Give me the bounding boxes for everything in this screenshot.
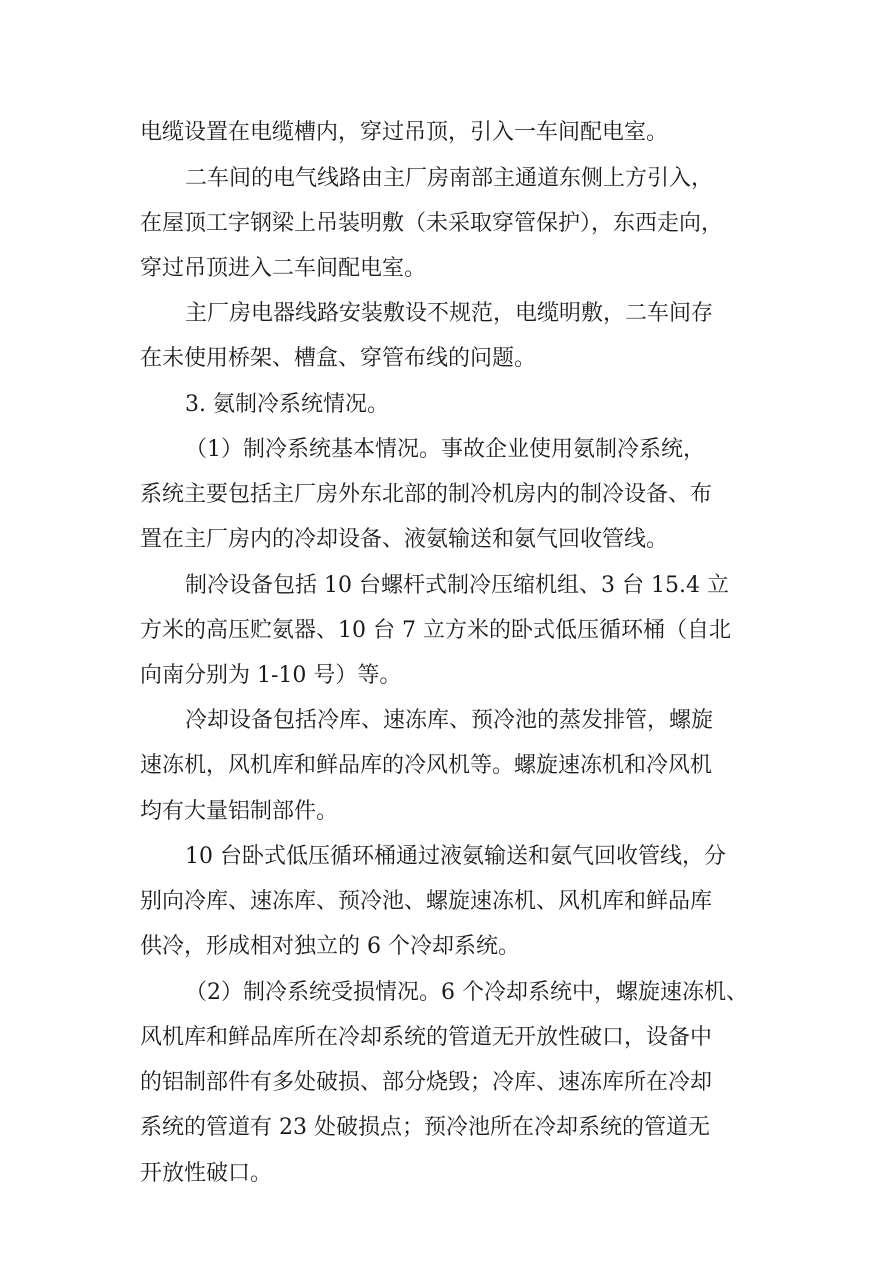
text-line: 置在主厂房内的冷却设备、液氨输送和氨气回收管线。 [140,527,669,552]
text-line: 开放性破口。 [140,1161,273,1186]
text-line: 制冷设备包括 10 台螺杆式制冷压缩机组、3 台 15.4 立 [185,573,729,598]
text-line: 在屋顶工字钢梁上吊装明敷（未采取穿管保护），东西走向， [140,211,724,236]
text-line: 10 台卧式低压循环桶通过液氨输送和氨气回收管线，分 [185,844,726,869]
text-line: 的铝制部件有多处破损、部分烧毁；冷库、速冻库所在冷却 [140,1070,713,1095]
text-line: 冷却设备包括冷库、速冻库、预冷池的蒸发排管，螺旋 [185,708,714,733]
text-line: 别向冷库、速冻库、预冷池、螺旋速冻机、风机库和鲜品库 [140,889,713,914]
text-line: 风机库和鲜品库所在冷却系统的管道无开放性破口，设备中 [140,1025,713,1050]
text-line: 系统主要包括主厂房外东北部的制冷机房内的制冷设备、布 [140,482,713,507]
text-line: （1）制冷系统基本情况。事故企业使用氨制冷系统， [185,437,705,462]
text-line: 电缆设置在电缆槽内，穿过吊顶，引入一车间配电室。 [140,120,669,145]
text-line: 在未使用桥架、槽盒、穿管布线的问题。 [140,346,537,371]
text-line: 方米的高压贮氨器、10 台 7 立方米的卧式低压循环桶（自北 [140,618,731,643]
text-line: 均有大量铝制部件。 [140,799,339,824]
section-heading: 3. 氨制冷系统情况。 [185,392,389,417]
text-line: （2）制冷系统受损情况。6 个冷却系统中，螺旋速冻机、 [185,980,748,1005]
text-line: 系统的管道有 23 处破损点；预冷池所在冷却系统的管道无 [140,1115,710,1140]
text-line: 向南分别为 1-10 号）等。 [140,663,402,688]
text-line: 供冷，形成相对独立的 6 个冷却系统。 [140,934,520,959]
text-line: 二车间的电气线路由主厂房南部主通道东侧上方引入， [185,166,714,191]
text-line: 穿过吊顶进入二车间配电室。 [140,256,427,281]
text-line: 主厂房电器线路安装敷设不规范，电缆明敷，二车间存 [185,301,714,326]
text-line: 速冻机，风机库和鲜品库的冷风机等。螺旋速冻机和冷风机 [140,753,713,778]
